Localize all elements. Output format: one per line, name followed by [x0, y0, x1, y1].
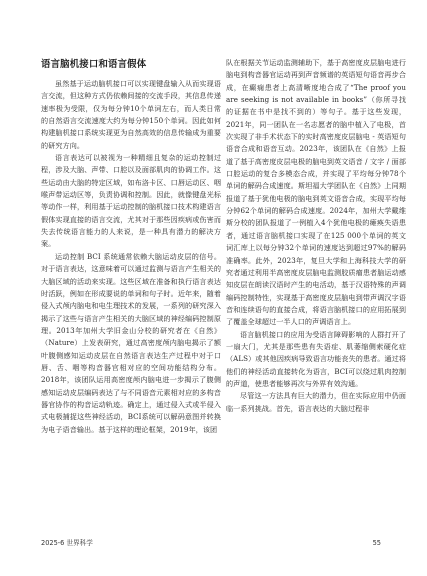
footer-journal: 2025-6 世界科学 — [41, 539, 93, 547]
left-paragraphs — [41, 78, 221, 436]
left-column — [41, 58, 221, 436]
right-column — [226, 57, 406, 415]
page-number: 55 — [372, 539, 381, 547]
paragraph: 尽管这一方法具有巨大的潜力，但在实际应用中仍面临一系列挑战。首先，语言表达的大脑过程非 — [226, 391, 406, 413]
paragraph: 队在根据关节运动监测辅助下，基于高密度皮层脑电进行脑电到构音器官运动再到声音频谱的英语短句语音再步合成，在癫痫患者上高清晰度地合成了“The proof you are seeking is not available in books”（你所寻找的证据在书中是找不到的）等句子。基于这些发现，2021年，同一团队在一名志愿者的脑中植入了电极，首次实现了非手术状态下的实时高密度皮层脑电 - 英语短句语音合成和语音互动。2023年，该团队在《自然》上报道了基于高密度皮层电极的脑电到英文语音 / 文字 / 面部口腔运动的复合多模态合成，并实现了平均每分钟78个单词的解码合成速度。斯坦福大学团队在《自然》上同期报道了基于犹他电极的脑电到英文语音合成，实现平均每分钟62个单词的解码合成速度。2024年，加州大学戴维斯分校的团队报道了一例植入4个犹他电极的瘫痪失语患者，通过语言脑机接口实现了在125 000个单词的英文词汇库上以每分钟32个单词的速度达到超过97%的解码准确率。此外，2023年，复旦大学和上海科技大学的研究者通过利用半高密度皮层脑电监测胶质瘤患者脑运动感知皮层在朗读汉语时产生的电活动，基于汉语特殊的声调编码控制特性，实现基于高密度皮层脑电到带声调汉字语音和连续语句的直接合成，将语言脑机接口的应用拓展到了覆盖全球超过一半人口的声调语言上。 — [226, 58, 406, 327]
paragraph: 语言脑机接口的应用为受语言障碍影响的人群打开了一扇大门，尤其是那些患有失语症、肌萎缩侧索硬化症（ALS）或其他因疾病导致语言功能丧失的患者。通过将他们的神经活动直接转化为语言，BCI可以绕过肌肉控制的声道，使患者能够再次与外界有效沟通。 — [226, 329, 406, 388]
paragraph: 运动控制 BCI 系统通常依赖大脑运动皮层的信号。对于语言表达，这意味着可以通过监测与语言产生相关的大脑区域的活动来实现。这些区域在准备和执行语言表达时活跃，例如在形成要说的单词和句子时。近年来，随着侵入式颅内脑电和电生理技术的发展，一系列的研究深入揭示了这些与语言产生相关的大脑区域的神经编码控制原理。2013年加州大学旧金山分校的研究者在《自然》（Nature）上发表研究，通过高密度颅内脑电揭示了额叶腹侧感知运动皮层在自然语言表达生产过程中对于口唇、舌、咽等构音器官相对应的空间功能结构分布。2018年，该团队运用高密度颅内脑电进一步揭示了腹侧感知运动皮层编码表达了与不同语音元素相对应的多构音器官协作的构音运动轨迹。确定上，通过侵入式或半侵入式电极捕捉这些神经活动，BCI系统可以解码意图并转换为电子语音输出。基于这样的理论框架，2019年，该团 — [41, 251, 221, 434]
paragraph: 语言表达可以被视为一种精细且复杂的运动控制过程，涉及大脑、声带、口腔以及面部肌肉的协调工作。这些运动由大脑的特定区域，如布洛卡区、口唇运动区、咽喉声带运动区等，负责协调和控制。因此，就像键盘光标等动作一样，利用基于运动控制的脑机接口技术构建语言假体实现直接的语言交流，尤其对于那些因疾病或伤害而失去传统语言能力的人来说，是一种具有潜力的解决方案。 — [41, 153, 221, 249]
section-title: 语言脑机接口和语言假体 — [41, 59, 147, 70]
paragraph: 虽然基于运动脑机接口可以实现键盘输入从而实现语言交流，但这种方式仍依赖间接的交流手段，其信息传递速率极为受限，仅为每分钟10个单词左右，而人类日常的自然语言交流速度大约为每分钟150个单词。因此如何构建脑机接口系统实现更为自然高效的信息传输成为重要的研究方向。 — [41, 79, 221, 150]
